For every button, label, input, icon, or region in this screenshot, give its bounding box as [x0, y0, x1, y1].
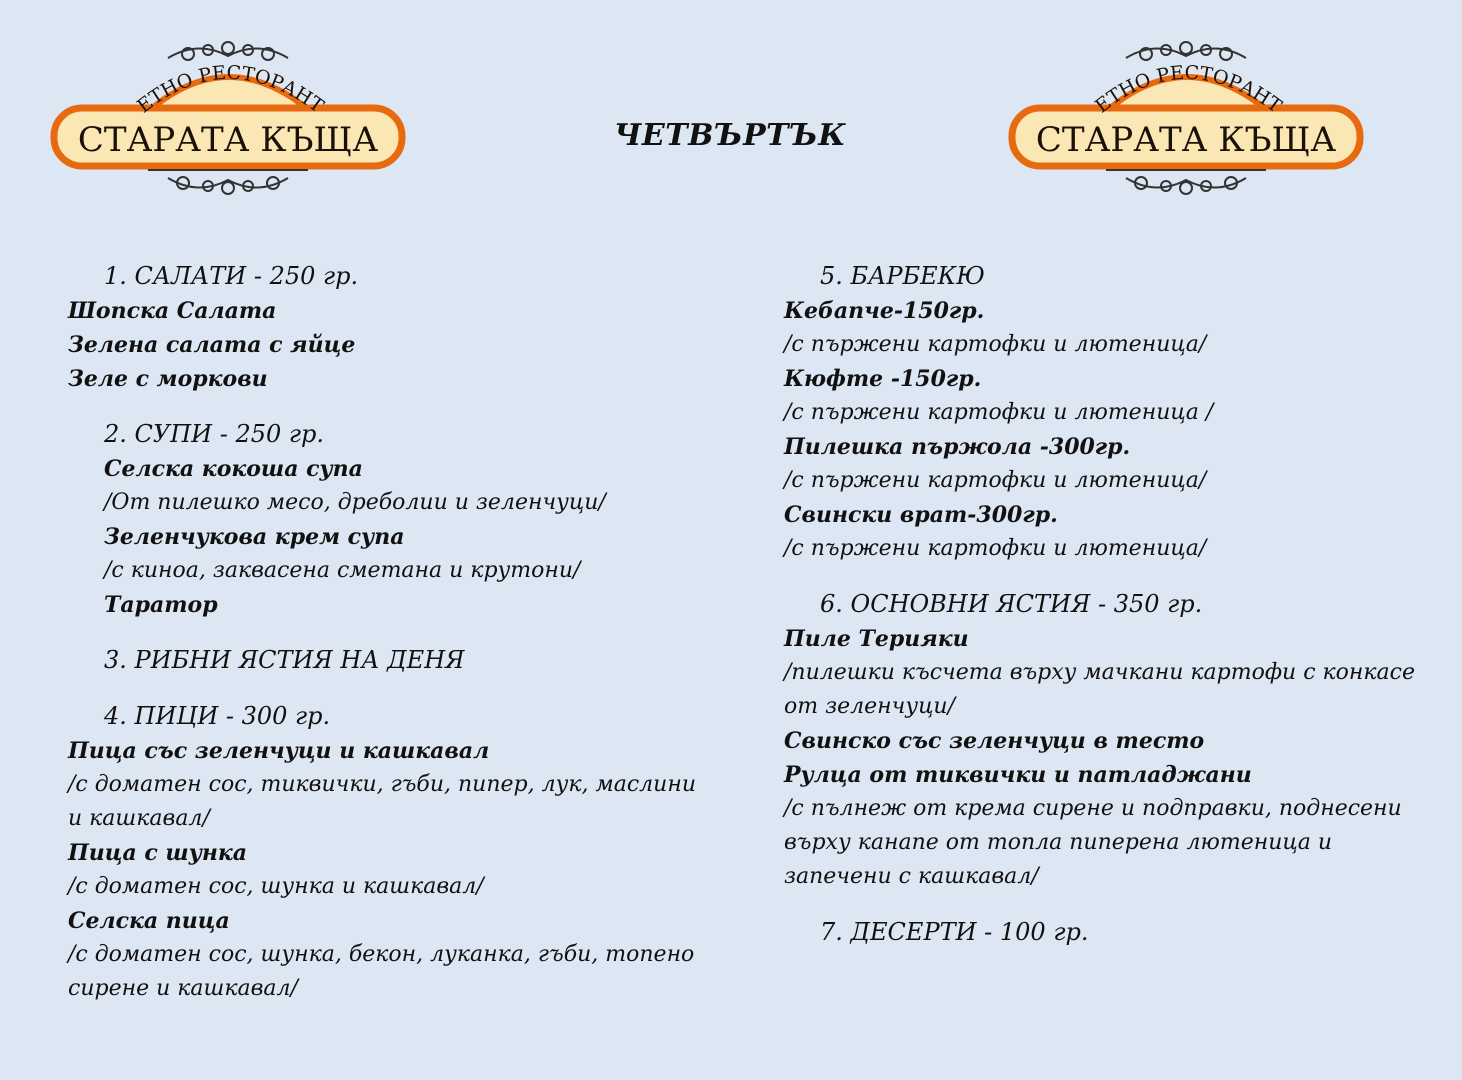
- svg-text:ЕТНО РЕСТОРАНТ: ЕТНО РЕСТОРАНТ: [1091, 61, 1286, 118]
- menu-item: Пица с шунка: [68, 840, 248, 866]
- menu-item-description: /с пържени картофки и лютеница /: [784, 400, 1214, 425]
- menu-column-right: [784, 258, 1454, 950]
- menu-item: Зеленчукова крем супа: [104, 524, 405, 550]
- menu-item: Шопска Салата: [68, 298, 277, 324]
- section-heading-salads: 1. САЛАТИ - 250 гр.: [104, 262, 359, 290]
- logo-emblem: [48, 38, 408, 198]
- menu-item-description: /с доматен сос, шунка и кашкавал/: [68, 874, 484, 899]
- menu-item-description: и кашкавал/: [68, 806, 210, 831]
- menu-column-left: [68, 258, 728, 1006]
- menu-item-description: /с пържени картофки и лютеница/: [784, 468, 1207, 493]
- menu-item-description: /с пълнеж от крема сирене и подправки, поднесени: [784, 796, 1402, 821]
- menu-item: Селска пица: [68, 908, 230, 934]
- menu-item-description: сирене и кашкавал/: [68, 976, 298, 1001]
- menu-item: Таратор: [104, 592, 218, 618]
- menu-item: Кебапче-150гр.: [784, 298, 985, 324]
- menu-item: Зелена салата с яйце: [68, 332, 356, 358]
- menu-item: Свинско със зеленчуци в тесто: [784, 728, 1205, 754]
- menu-item: Рулца от тиквички и патладжани: [784, 762, 1252, 788]
- menu-item-description: /с пържени картофки и лютеница/: [784, 332, 1207, 357]
- restaurant-logo-left: [48, 38, 408, 198]
- menu-item: Зеле с моркови: [68, 366, 268, 392]
- menu-item-description: /От пилешко месо, дреболии и зеленчуци/: [104, 490, 606, 515]
- menu-item: Пица със зеленчуци и кашкавал: [68, 738, 490, 764]
- menu-item-description: /с доматен сос, шунка, бекон, луканка, гъби, топено: [68, 942, 695, 967]
- svg-text:СТАРАТА КЪЩА: СТАРАТА КЪЩА: [1035, 120, 1337, 160]
- menu-item: Пиле Терияки: [784, 626, 969, 652]
- menu-item-description: от зеленчуци/: [784, 694, 956, 719]
- menu-item-description: /пилешки късчета върху мачкани картофи с конкасе: [784, 660, 1415, 685]
- section-heading-mains: 6. ОСНОВНИ ЯСТИЯ - 350 гр.: [820, 590, 1203, 618]
- menu-item: Кюфте -150гр.: [784, 366, 982, 392]
- menu-item: Свински врат-300гр.: [784, 502, 1058, 528]
- svg-text:СТАРАТА КЪЩА: СТАРАТА КЪЩА: [77, 120, 379, 160]
- menu-item-description: запечени с кашкавал/: [784, 864, 1039, 889]
- menu-item-description: върху канапе от топла пиперена лютеница и: [784, 830, 1333, 855]
- logo-emblem: [1006, 38, 1366, 198]
- menu-item: Селска кокоша супа: [104, 456, 363, 482]
- menu-item-description: /с киноа, заквасена сметана и крутони/: [104, 558, 581, 583]
- section-heading-bbq: 5. БАРБЕКЮ: [820, 262, 985, 290]
- restaurant-logo-right: [1006, 38, 1366, 198]
- section-heading-desserts: 7. ДЕСЕРТИ - 100 гр.: [820, 918, 1089, 946]
- section-heading-pizza: 4. ПИЦИ - 300 гр.: [104, 702, 331, 730]
- menu-item-description: /с пържени картофки и лютеница/: [784, 536, 1207, 561]
- section-heading-soups: 2. СУПИ - 250 гр.: [104, 420, 325, 448]
- section-heading-fish: 3. РИБНИ ЯСТИЯ НА ДЕНЯ: [104, 646, 465, 674]
- menu-item-description: /с доматен сос, тиквички, гъби, пипер, лук, маслини: [68, 772, 696, 797]
- svg-text:ЕТНО РЕСТОРАНТ: ЕТНО РЕСТОРАНТ: [133, 61, 328, 118]
- day-title: ЧЕТВЪРТЪК: [613, 118, 846, 153]
- menu-item: Пилешка пържола -300гр.: [784, 434, 1131, 460]
